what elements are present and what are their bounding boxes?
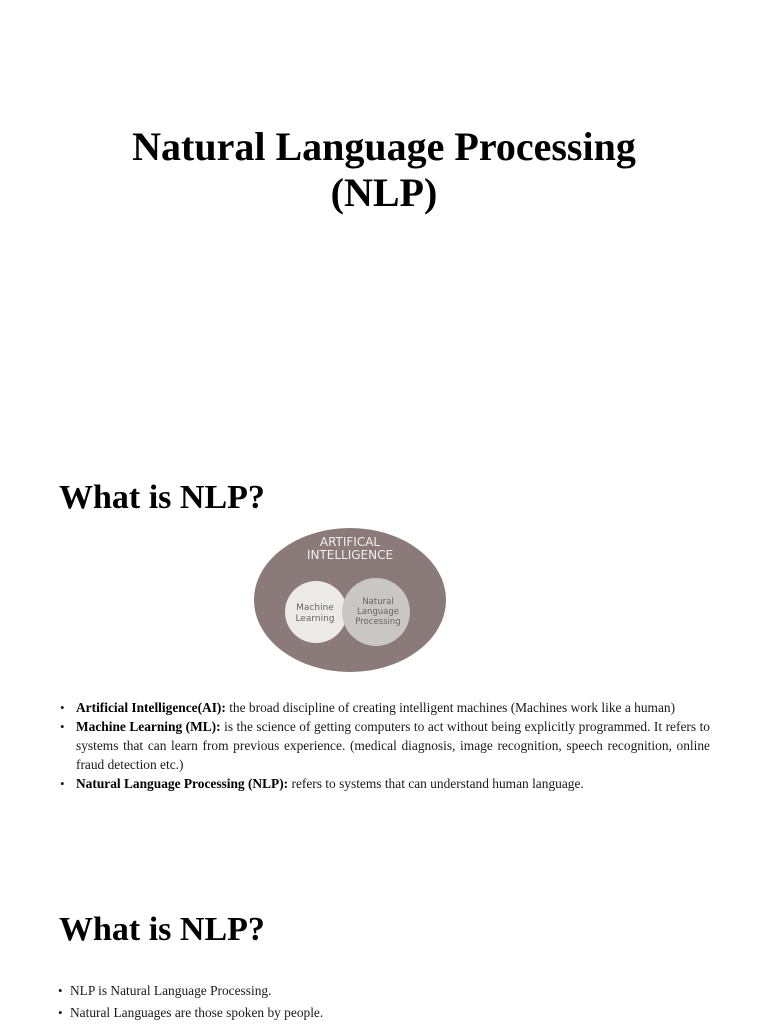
list-item-text: Natural Languages are those spoken by people.: [70, 1005, 324, 1020]
definition-text: is the science of getting computers to act without being explicitly programmed. It refers to systems that can learn from previous experience. (medical diagnosis, image recognition, speech recognition, online fraud detection etc.): [76, 719, 710, 772]
ai-label-line-1: ARTIFICAL: [319, 535, 381, 549]
definition-text: refers to systems that can understand human language.: [288, 776, 584, 791]
definitions-list: [58, 698, 710, 793]
slide-title: [0, 124, 768, 216]
list-item: [58, 980, 710, 1002]
definition-item-ml: [58, 717, 710, 774]
bullet-glyph: •: [60, 776, 65, 791]
definition-term: Natural Language Processing (NLP):: [76, 776, 289, 791]
ml-label-line-1: Machine: [296, 603, 334, 613]
definition-text: the broad discipline of creating intelligent machines (Machines work like a human): [225, 700, 676, 715]
bullet-glyph: •: [60, 719, 65, 734]
nlp-label-line-3: Processing: [355, 617, 401, 627]
section-heading-what-is-nlp-2: What is NLP?: [59, 911, 265, 948]
nlp-facts-list: [58, 980, 710, 1024]
slide-title-line-2: (NLP): [330, 170, 438, 215]
nlp-label-line-2: Language: [357, 607, 399, 617]
ai-ml-nlp-venn-diagram: [250, 526, 450, 672]
ai-label-line-2: INTELLIGENCE: [306, 548, 394, 562]
bullet-glyph: •: [58, 983, 63, 998]
slide-title-block: [0, 124, 768, 216]
slide-title-line-1: Natural Language Processing: [132, 124, 636, 169]
definition-term: Machine Learning (ML):: [76, 719, 221, 734]
bullet-glyph: •: [60, 700, 65, 715]
definition-term: Artificial Intelligence(AI):: [76, 700, 226, 715]
definition-item-ai: [58, 698, 710, 717]
list-item-text: NLP is Natural Language Processing.: [70, 983, 272, 998]
ml-label-line-2: Learning: [295, 614, 335, 624]
list-item: [58, 1002, 710, 1024]
bullet-glyph: •: [58, 1005, 63, 1020]
section-heading-what-is-nlp: What is NLP?: [59, 479, 265, 516]
nlp-label-line-1: Natural: [362, 597, 394, 607]
definition-item-nlp: [58, 774, 710, 793]
